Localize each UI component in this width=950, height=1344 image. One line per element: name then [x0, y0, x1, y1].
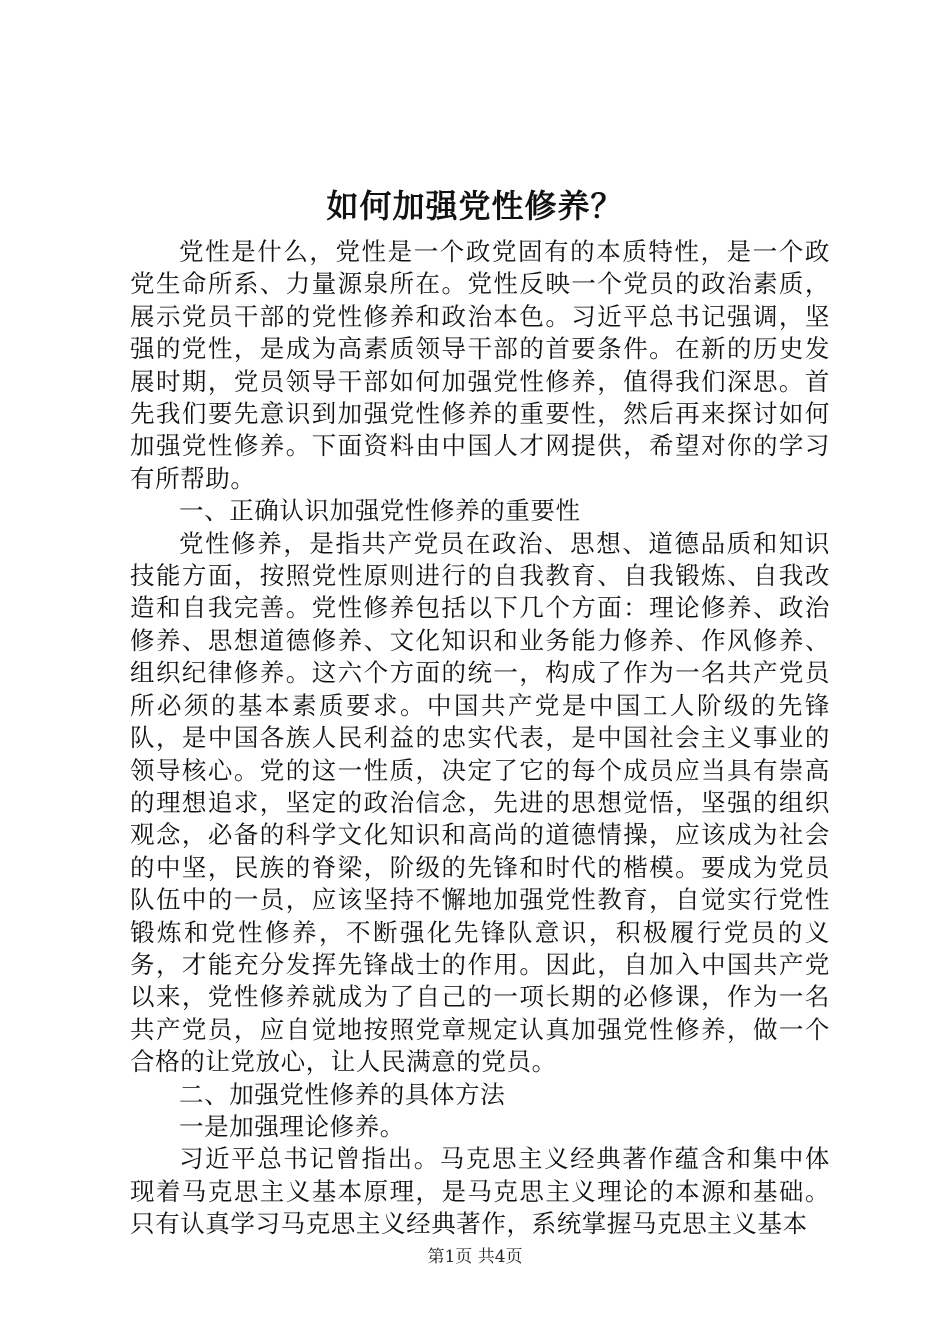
- section-heading-1: 一、正确认识加强党性修养的重要性: [179, 496, 581, 526]
- paragraph-intro: 党性是什么，党性是一个政党固有的本质特性，是一个政党生命所系、力量源泉所在。党性反映一个党员的政治素质，展示党员干部的党性修养和政治本色。习近平总书记强调，坚强的党性，是成为高素质领导干部的首要条件。在新的历史发展时期，党员领导干部如何加强党性修养，值得我们深思。首先我们要先意识到加强党性修养的重要性，然后再来探讨如何加强党性修养。下面资料由中国人才网提供，希望对你的学习有所帮助。: [130, 237, 830, 493]
- section-heading-2: 二、加强党性修养的具体方法: [179, 1079, 506, 1109]
- document-title: 如何加强党性修养？: [326, 187, 624, 225]
- paragraph-theory: 习近平总书记曾指出。马克思主义经典著作蕴含和集中体现着马克思主义基本原理，是马克思主义理论的本源和基础。只有认真学习马克思主义经典著作，系统掌握马克思主义基本: [130, 1144, 830, 1239]
- document-body: [130, 236, 830, 1241]
- subsection-heading-theory: 一是加强理论修养。: [179, 1111, 405, 1141]
- page-number-footer: 第1页 共4页: [427, 1247, 523, 1267]
- paragraph-importance: 党性修养，是指共产党员在政治、思想、道德品质和知识技能方面，按照党性原则进行的自我教育、自我锻炼、自我改造和自我完善。党性修养包括以下几个方面：理论修养、政治修养、思想道德修养、文化知识和业务能力修养、作风修养、组织纪律修养。这六个方面的统一，构成了作为一名共产党员所必须的基本素质要求。中国共产党是中国工人阶级的先锋队，是中国各族人民利益的忠实代表，是中国社会主义事业的领导核心。党的这一性质，决定了它的每个成员应当具有崇高的理想追求，坚定的政治信念，先进的思想觉悟，坚强的组织观念，必备的科学文化知识和高尚的道德情操，应该成为社会的中坚，民族的脊梁，阶级的先锋和时代的楷模。要成为党员队伍中的一员，应该坚持不懈地加强党性教育，自觉实行党性锻炼和党性修养，不断强化先锋队意识，积极履行党员的义务，才能充分发挥先锋战士的作用。因此，自加入中国共产党以来，党性修养就成为了自己的一项长期的必修课，作为一名共产党员，应自觉地按照党章规定认真加强党性修养，做一个合格的让党放心，让人民满意的党员。: [130, 528, 830, 1077]
